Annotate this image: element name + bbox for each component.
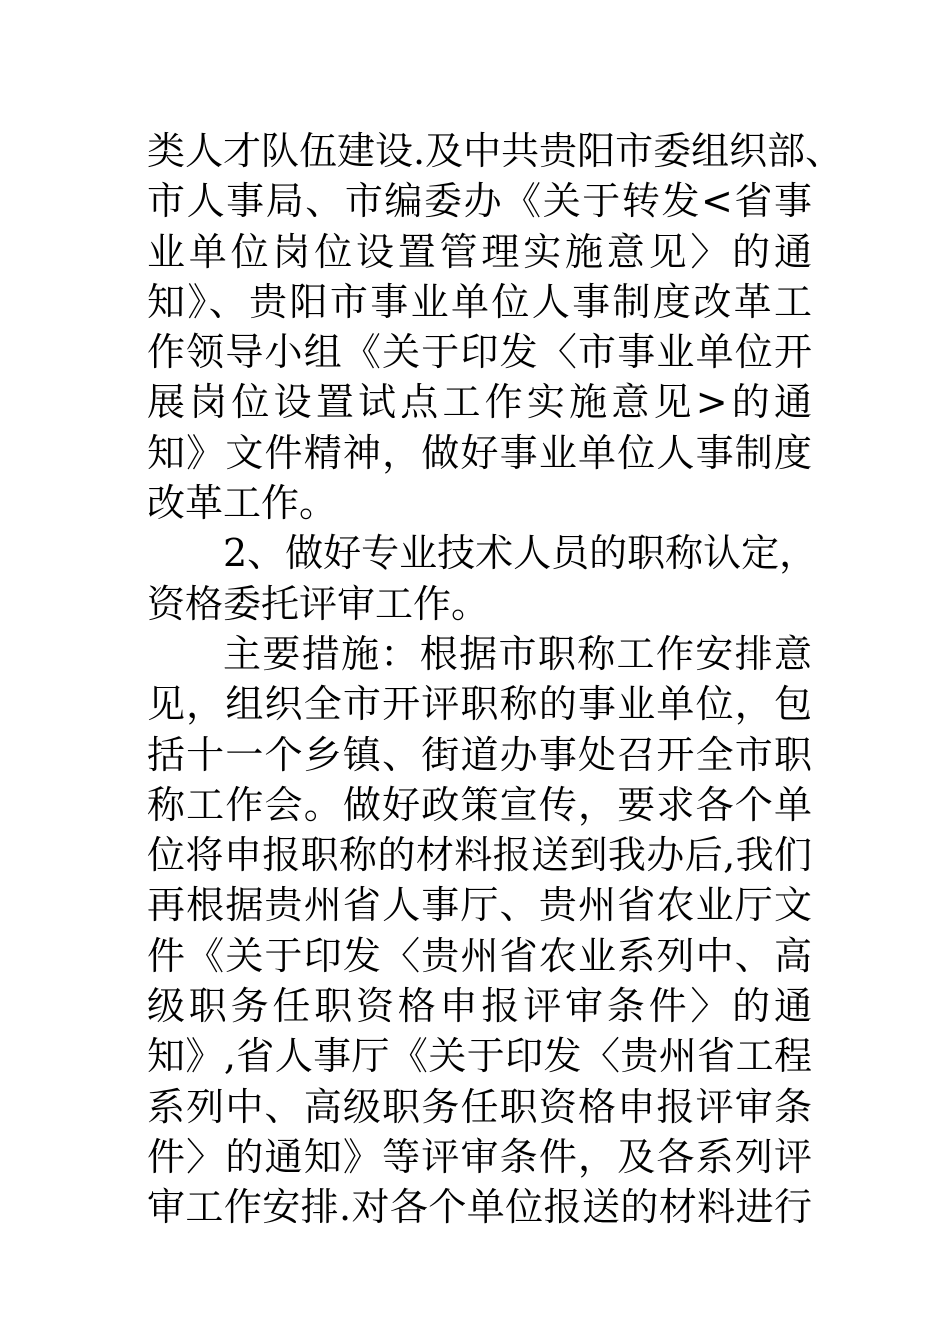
text-line: 称工作会。做好政策宣传，要求各个单: [147, 782, 812, 827]
text-line: 知》,省人事厅《关于印发〈贵州省工程: [147, 1034, 812, 1079]
text-line: 资格委托评审工作。: [147, 581, 490, 626]
text-line: 再根据贵州省人事厅、贵州省农业厅文: [147, 883, 812, 928]
text-line: 展岗位设置试点工作实施意见>的通: [147, 380, 812, 425]
text-line: 业单位岗位设置管理实施意见〉的通: [147, 229, 812, 274]
text-line: 作领导小组《关于印发〈市事业单位开: [147, 330, 812, 375]
text-line: 知》文件精神，做好事业单位人事制度: [147, 430, 812, 475]
text-line: 类人才队伍建设.及中共贵阳市委组织部、: [147, 129, 844, 173]
text-line: 审工作安排.对各个单位报送的材料进行: [147, 1185, 812, 1230]
text-line: 件〉的通知》等评审条件，及各系列评: [147, 1134, 812, 1179]
text-line: 知》、贵阳市事业单位人事制度改革工: [147, 279, 812, 324]
text-line: 主要措施：根据市职称工作安排意: [223, 631, 812, 676]
text-line: 2、做好专业技术人员的职称认定，: [223, 531, 818, 576]
text-line: 改革工作。: [147, 481, 338, 526]
text-line: 级职务任职资格申报评审条件〉的通: [147, 984, 812, 1029]
text-line: 括十一个乡镇、街道办事处召开全市职: [147, 732, 812, 777]
body-text: [147, 126, 844, 1233]
text-line: 件《关于印发〈贵州省农业系列中、高: [147, 933, 812, 978]
text-line: 见，组织全市开评职称的事业单位，包: [147, 682, 812, 727]
text-line: 市人事局、市编委办《关于转发<省事: [147, 179, 812, 224]
text-line: 位将申报职称的材料报送到我办后,我们: [147, 833, 812, 878]
text-line: 系列中、高级职务任职资格申报评审条: [147, 1084, 812, 1129]
